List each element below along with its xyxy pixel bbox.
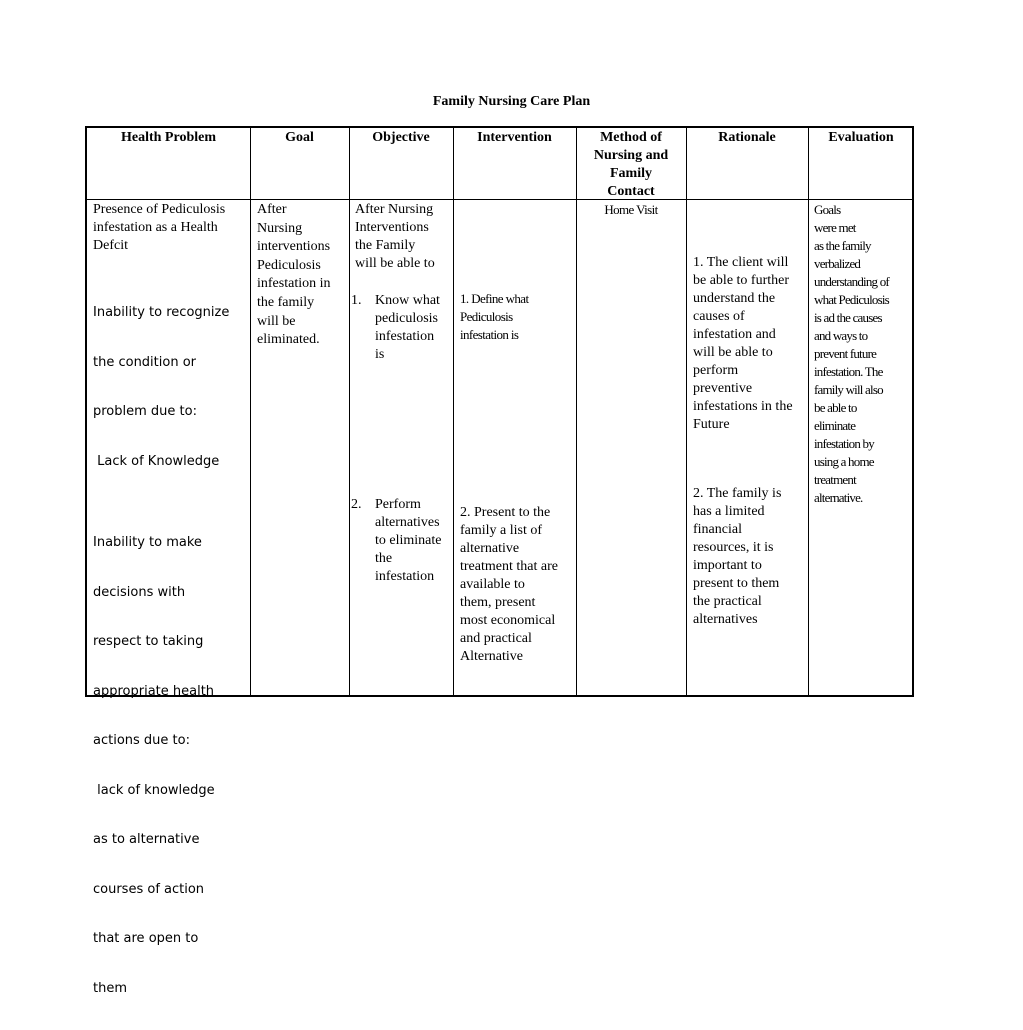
objective-intro: After Nursing Interventions the Family will be able to [355, 202, 435, 271]
header-method: Method of Nursing and Family Contact [593, 130, 669, 199]
health-problem-1: Presence of Pediculosis infestation as a Health Defcit [93, 202, 226, 253]
rationale-2: 2. The family is has a limited financial resources, it is important to present to them the practical alternatives [693, 486, 782, 627]
column-divider [808, 128, 809, 695]
health-problem-2: Inability to recognize the condition or problem due to: Lack of Knowledge [93, 305, 230, 469]
method-text: Home Visit [604, 202, 658, 217]
header-health-problem: Health Problem [120, 130, 216, 145]
objective-2: Perform alternatives to eliminate the infestation [375, 497, 442, 584]
header-rationale: Rationale [718, 130, 776, 145]
care-plan-table [85, 126, 914, 996]
header-intervention: Intervention [477, 130, 552, 145]
header-divider [87, 199, 912, 200]
column-divider [453, 128, 454, 695]
page-title: Family Nursing Care Plan [432, 94, 591, 109]
evaluation-text: Goals were met as the family verbalized understanding of what Pediculosis is ad the causes and ways to prevent future infestation. The family will also be able to eliminate infestation by using a home treatment alternative. [814, 202, 889, 505]
header-evaluation: Evaluation [828, 130, 894, 145]
goal-text: After Nursing interventions Pediculosis infestation in the family will be eliminated. [257, 202, 331, 348]
objective-number-1: 1. [351, 293, 362, 308]
header-objective: Objective [372, 130, 430, 145]
column-divider [349, 128, 350, 695]
objective-1: Know what pediculosis infestation is [375, 293, 440, 362]
objective-number-2: 2. [351, 497, 362, 512]
intervention-1: 1. Define what Pediculosis infestation is [460, 291, 529, 342]
header-goal: Goal [285, 130, 314, 145]
column-divider [686, 128, 687, 695]
health-problem-3: Inability to make decisions with respect to taking appropriate health actions due to: lack of knowledge as to alternative courses of action that are open to them [93, 535, 215, 996]
rationale-1: 1. The client will be able to further understand the causes of infestation and will be able to perform preventive infestations in the Future [693, 255, 793, 432]
intervention-2: 2. Present to the family a list of alternative treatment that are available to them, present most economical and practical Alternative [460, 505, 558, 664]
column-divider [250, 128, 251, 695]
